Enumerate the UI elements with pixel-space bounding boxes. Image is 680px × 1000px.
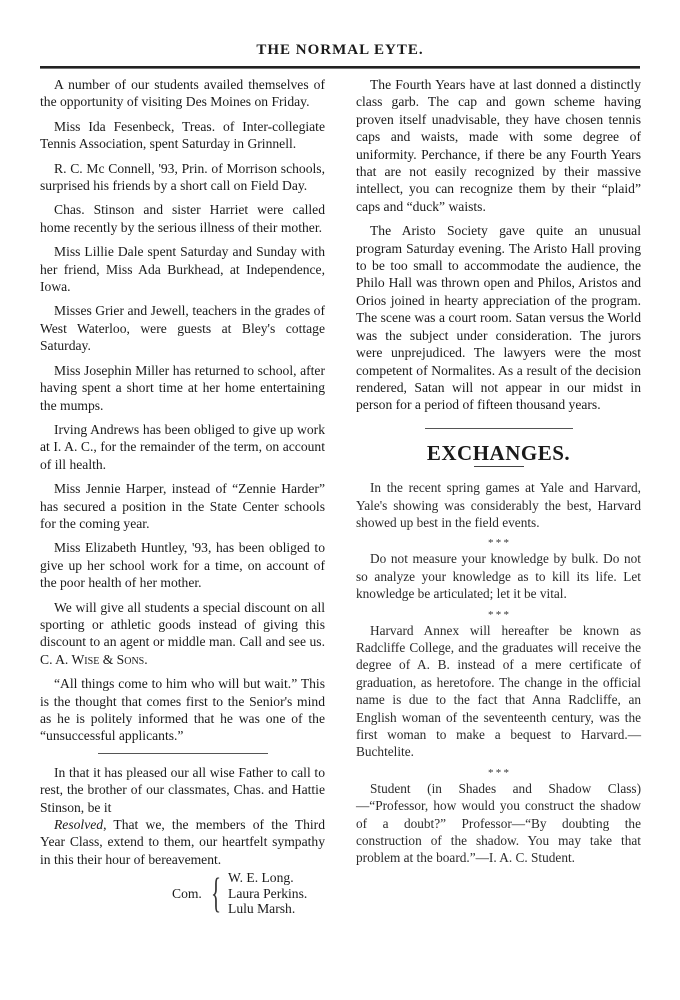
committee-member: W. E. Long. [228, 870, 294, 886]
exchange-item: Student (in Shades and Shadow Class)—“Professor, how would you construct the shadow of a doubt?” Professor—“By doubting the construction of the shadow. You may take that problem at the board.”—I. A. C. Student. [356, 780, 641, 866]
resolution-body [40, 816, 325, 868]
news-item: The Aristo Society gave quite an unusual program Saturday evening. The Aristo Hall proving to be too small to accommodate the audience, the Philo Hall was thrown open and Philos, Aristos and Orios joined in hearty appreciation of the program. The scene was a court room. Satan versus the World was the subject under consideration. The jurors were unprejudiced. The lawyers were the most competent of Normalites. As a result of the decision rendered, Satan will not appear in our midst in person for a period of fifteen thousand years. [356, 223, 641, 413]
news-item: Irving Andrews has been obliged to give up work at I. A. C., for the remainder of the term, on account of ill health. [40, 421, 325, 472]
news-item: The Fourth Years have at last donned a distinctly class garb. The cap and gown scheme having proven itself unadvisable, they have chosen tennis caps and waists, made with some degree of uniformity. Perchance, if there be any Fourth Years that are not easily recognized by their massive intellect, you can recognize them by their “plaid” caps and “duck” waists. [356, 77, 641, 214]
news-item: Misses Grier and Jewell, teachers in the grades of West Waterloo, were guests at Bley's cottage Saturday. [40, 303, 325, 354]
exchanges-heading: EXCHANGES. [426, 440, 571, 465]
committee-member: Laura Perkins. [228, 885, 308, 901]
committee-signatures [172, 870, 325, 917]
exchange-item: In the recent spring games at Yale and Harvard, Yale's showing was considerably the best, Harvard showed up best in the field events. [356, 480, 641, 530]
right-column [356, 76, 641, 874]
resolved-word: Resolved [54, 817, 104, 833]
news-item: Miss Jennie Harper, instead of “Zennie Harder” has secured a position in the State Center schools for the coming year. [40, 481, 325, 531]
exchange-item: Harvard Annex will hereafter be known as Radcliffe College, and the graduates will receive the degree of A. B. instead of a mere certificate of graduation, as heretofore. The change in the official name is due to the fact that Anna Radcliffe, an English woman of the seventeenth century, was the first woman to make a bequest to Harvard.—Buchtelite. [356, 622, 641, 760]
asterism-separator: * * * [488, 608, 509, 621]
news-item: Miss Elizabeth Huntley, '93, has been obliged to give up her school work for a time, on account of the poor health of her mother. [40, 540, 325, 591]
resolution-preamble: In that it has pleased our all wise Father to call to rest, the brother of our classmates, Chas. and Hattie Stinson, be it [40, 764, 325, 815]
news-item: A number of our students availed themselves of the opportunity of visiting Des Moines on Friday. [40, 77, 325, 110]
committee-label: Com. [172, 885, 202, 901]
exchange-item: Do not measure your knowledge by bulk. Do not so analyze your knowledge as to kill its life. Let knowledge be articulated; let it be vital. [356, 551, 641, 602]
advert-text: We will give all students a special discount on all sporting or athletic goods instead of giving this discount to an agent or middle man. Call and see us. [40, 599, 325, 650]
brace-glyph: { [210, 870, 221, 917]
section-divider [98, 753, 268, 754]
page-title: THE NORMAL EYTE. [256, 42, 424, 58]
advertisement [40, 599, 325, 669]
news-item: Miss Josephin Miller has returned to school, after having spent a short time at her home entertaining the mumps. [40, 362, 325, 413]
quote-item: “All things come to him who will but wait.” This is the thought that comes first to the Senior's mind as he is politely informed that he was one of the “unsuccessful applicants.” [40, 676, 325, 744]
resolution-text: , That we, the members of the Third Year Class, extend to them, our heartfelt sympathy in this their hour of bereavement. [40, 817, 325, 867]
left-column [40, 76, 325, 917]
section-divider [425, 428, 573, 429]
heading-underline [474, 466, 524, 467]
committee-member: Lulu Marsh. [228, 901, 296, 917]
news-item: Miss Ida Fesenbeck, Treas. of Inter-collegiate Tennis Association, spent Saturday in Grinnell. [40, 118, 325, 152]
advert-signature: C. A. Wise & Sons. [40, 651, 148, 667]
news-item: R. C. Mc Connell, '93, Prin. of Morrison schools, surprised his friends by a short call on Field Day. [40, 160, 325, 194]
committee-list [228, 870, 307, 917]
news-item: Chas. Stinson and sister Harriet were called home recently by the serious illness of their mother. [40, 202, 325, 235]
asterism-separator: * * * [488, 766, 509, 779]
asterism-separator: * * * [488, 537, 509, 550]
header-rule [40, 66, 640, 69]
news-item: Miss Lillie Dale spent Saturday and Sunday with her friend, Miss Ada Burkhead, at Independence, Iowa. [40, 244, 325, 295]
